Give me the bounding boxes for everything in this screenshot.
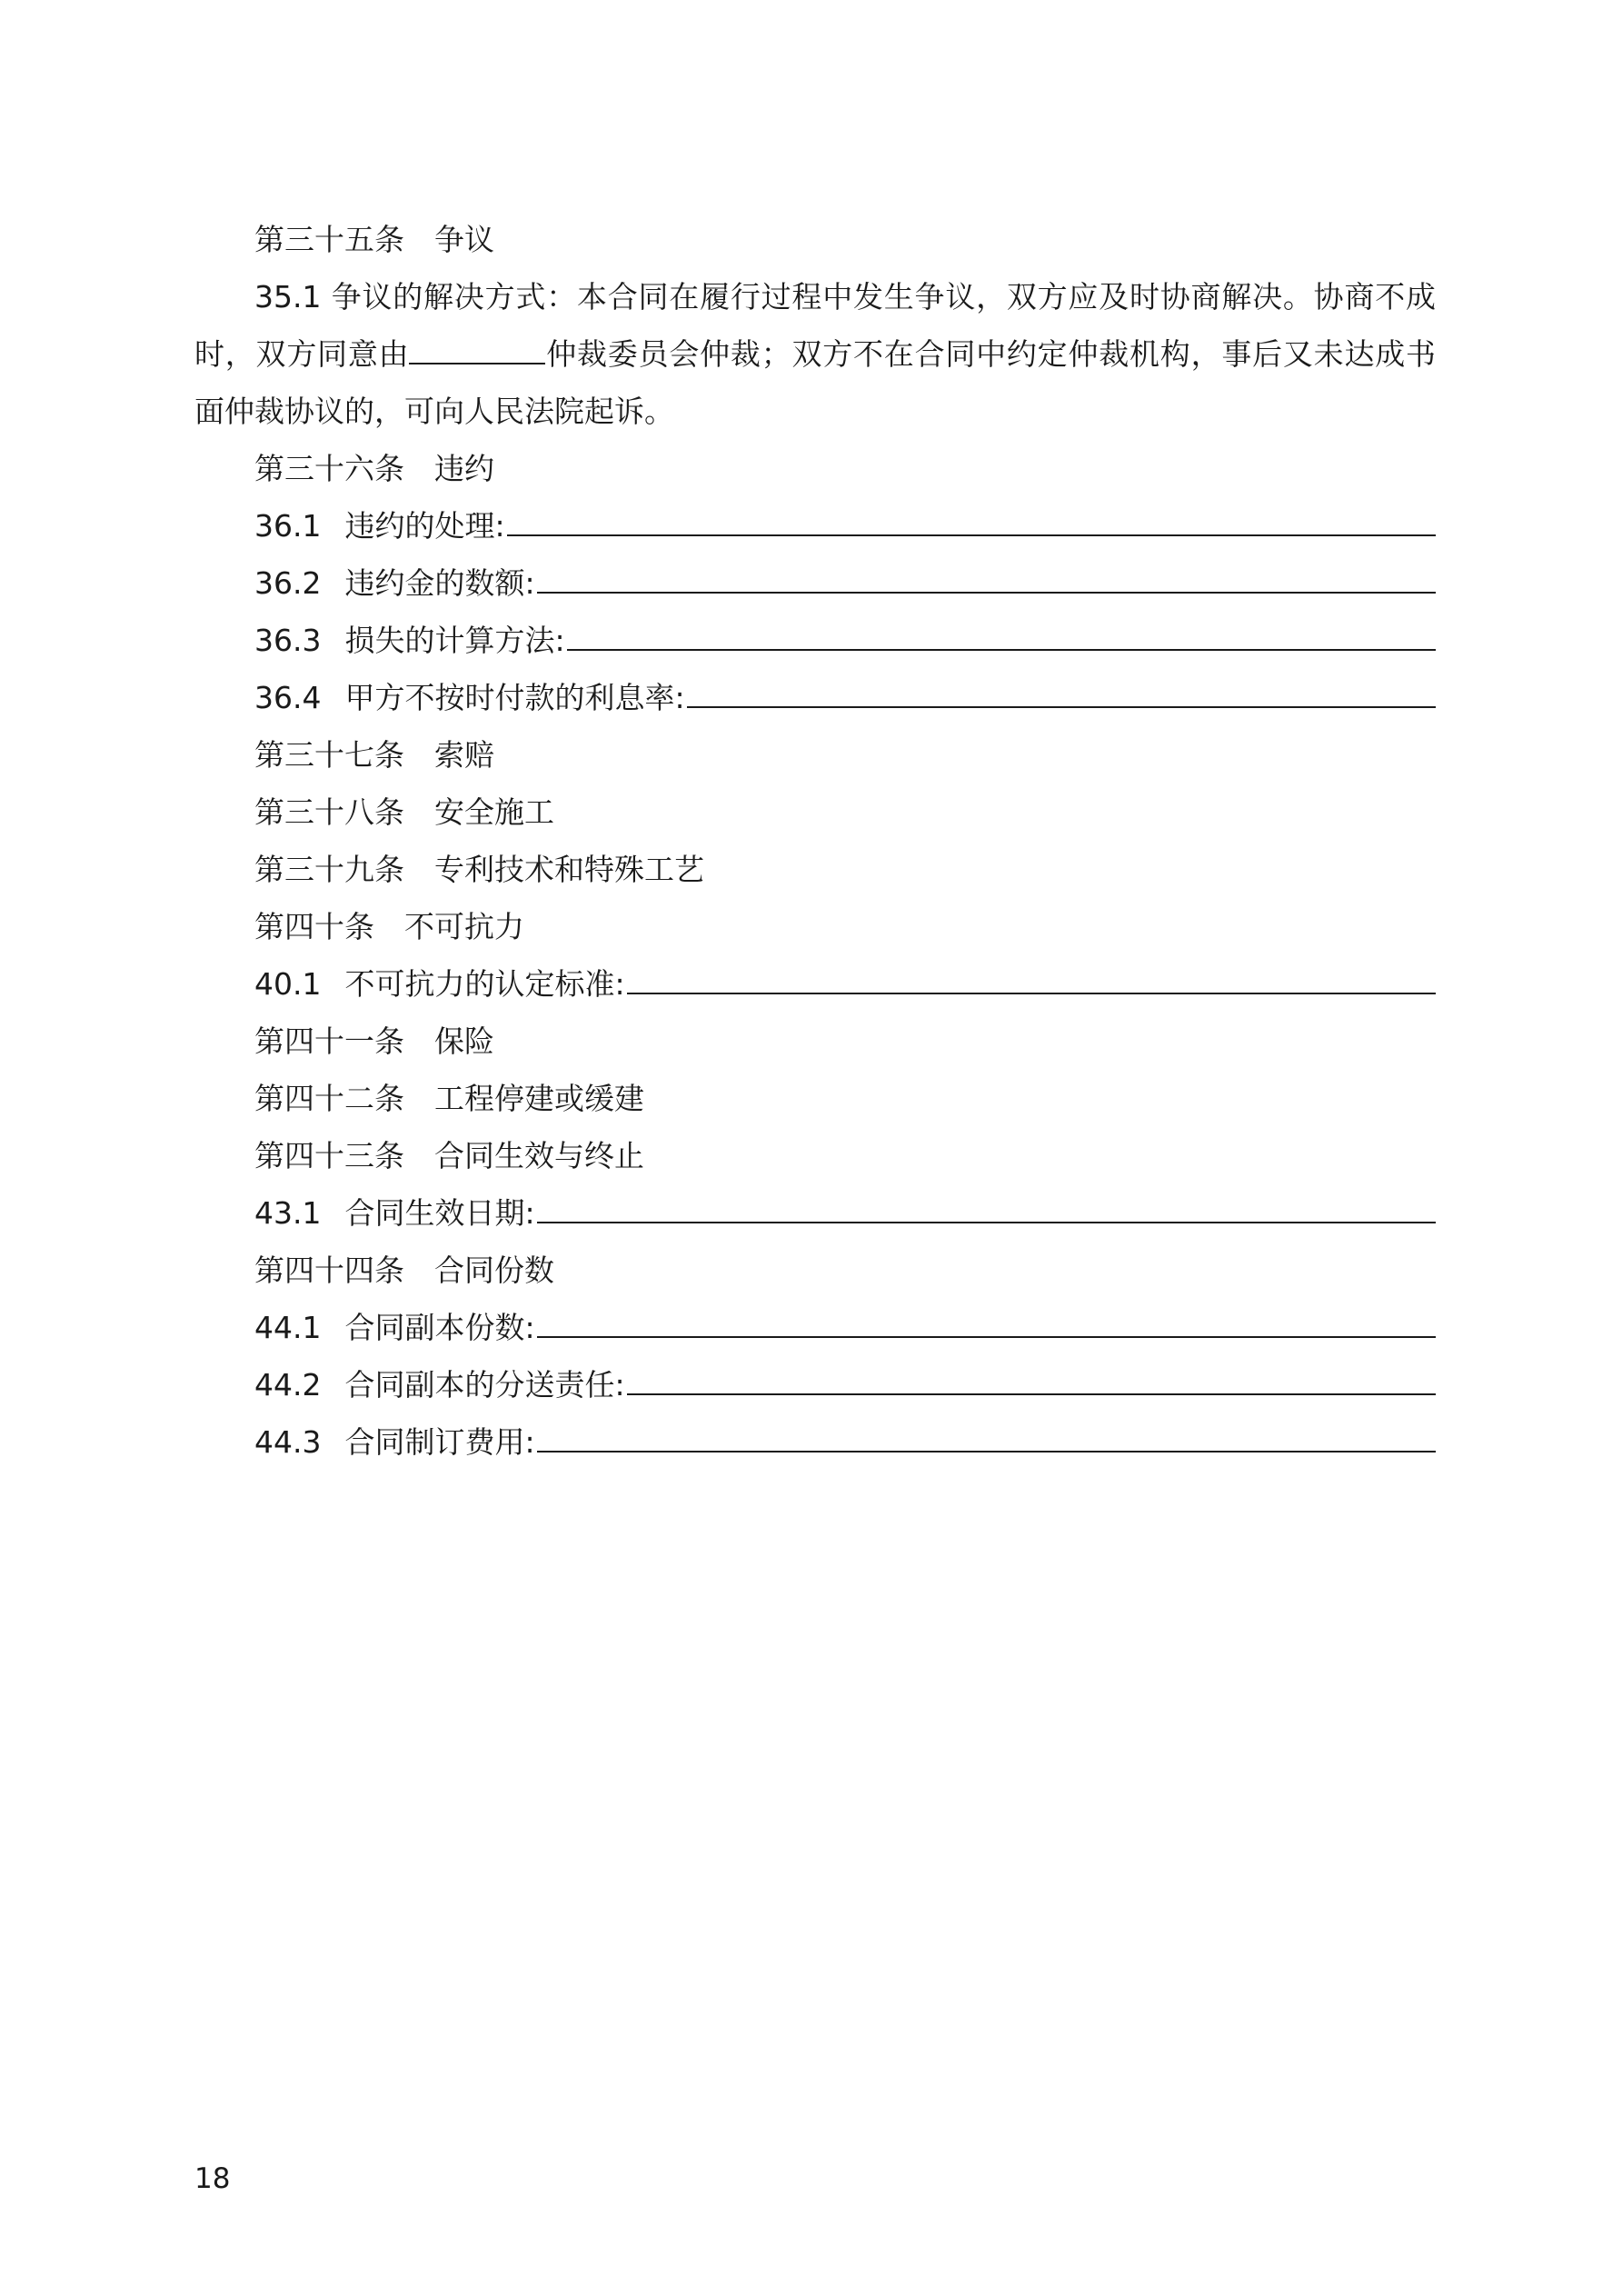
fill-in-line[interactable] — [687, 679, 1436, 708]
article-number: 第三十八条 — [254, 794, 404, 830]
clause-44-1 — [194, 1299, 1436, 1356]
clause-number: 44.1 — [254, 1310, 322, 1345]
clause-label: 违约金的数额: — [344, 565, 535, 601]
clause-label: 甲方不按时付款的利息率: — [344, 680, 685, 715]
contract-body — [194, 211, 1436, 1471]
clause-number: 36.4 — [254, 680, 322, 715]
article-35-heading — [194, 211, 1436, 268]
clause-label: 合同制订费用: — [344, 1424, 535, 1460]
article-37-heading — [194, 726, 1436, 784]
clause-44-2 — [194, 1356, 1436, 1413]
article-number: 第三十五条 — [254, 222, 404, 257]
fill-in-line[interactable] — [567, 622, 1436, 651]
fill-in-line[interactable] — [627, 1366, 1436, 1395]
clause-number: 40.1 — [254, 966, 322, 1002]
clause-label: 损失的计算方法: — [344, 623, 565, 658]
article-title: 合同份数 — [434, 1253, 554, 1288]
article-number: 第四十四条 — [254, 1253, 404, 1288]
article-36-heading — [194, 440, 1436, 497]
page-number: 18 — [194, 2162, 231, 2195]
clause-36-4 — [194, 669, 1436, 726]
fill-in-line[interactable] — [537, 564, 1436, 594]
clause-43-1 — [194, 1184, 1436, 1242]
article-number: 第四十二条 — [254, 1081, 404, 1116]
clause-number: 43.1 — [254, 1195, 322, 1231]
article-41-heading — [194, 1013, 1436, 1070]
article-title: 不可抗力 — [404, 909, 524, 944]
fill-in-line[interactable] — [537, 1423, 1436, 1452]
article-40-heading — [194, 898, 1436, 955]
fill-in-line[interactable] — [537, 1309, 1436, 1338]
article-title: 争议 — [434, 222, 494, 257]
article-number: 第四十三条 — [254, 1138, 404, 1173]
article-39-heading — [194, 841, 1436, 898]
clause-label: 违约的处理: — [344, 508, 505, 544]
clause-35-1 — [194, 268, 1436, 440]
clause-number: 36.3 — [254, 623, 322, 658]
clause-label: 合同生效日期: — [344, 1195, 535, 1231]
article-title: 工程停建或缓建 — [434, 1081, 644, 1116]
article-42-heading — [194, 1070, 1436, 1127]
article-44-heading — [194, 1242, 1436, 1299]
article-number: 第四十条 — [254, 909, 374, 944]
clause-36-2 — [194, 554, 1436, 612]
clause-36-3 — [194, 612, 1436, 669]
clause-text-a: 35.1 争议的解决方式：本合同在履行过程中发生争议，双方应及时协商解决。协商不成时，双方同意由 — [194, 279, 1436, 372]
article-43-heading — [194, 1127, 1436, 1184]
clause-40-1 — [194, 955, 1436, 1013]
clause-number: 36.1 — [254, 508, 322, 544]
article-title: 专利技术和特殊工艺 — [434, 852, 704, 887]
article-title: 安全施工 — [434, 794, 554, 830]
article-number: 第四十一条 — [254, 1023, 404, 1059]
article-title: 保险 — [434, 1023, 494, 1059]
clause-label: 不可抗力的认定标准: — [344, 966, 625, 1002]
article-title: 索赔 — [434, 737, 494, 773]
clause-text-b: 仲裁委员会仲裁；双方不在合同中约定仲裁机构，事后又未达成书面仲裁协议的，可向人民法院起诉。 — [194, 336, 1437, 429]
arbitration-committee-blank[interactable] — [409, 335, 545, 364]
clause-label: 合同副本的分送责任: — [344, 1367, 625, 1403]
clause-number: 44.3 — [254, 1424, 322, 1460]
clause-number: 44.2 — [254, 1367, 322, 1403]
clause-44-3 — [194, 1413, 1436, 1471]
article-38-heading — [194, 784, 1436, 841]
article-number: 第三十六条 — [254, 451, 404, 486]
fill-in-line[interactable] — [627, 965, 1436, 994]
clause-label: 合同副本份数: — [344, 1310, 535, 1345]
fill-in-line[interactable] — [537, 1194, 1436, 1223]
fill-in-line[interactable] — [507, 507, 1436, 536]
article-number: 第三十九条 — [254, 852, 404, 887]
article-number: 第三十七条 — [254, 737, 404, 773]
article-title: 合同生效与终止 — [434, 1138, 644, 1173]
clause-36-1 — [194, 497, 1436, 554]
article-title: 违约 — [434, 451, 494, 486]
clause-number: 36.2 — [254, 565, 322, 601]
